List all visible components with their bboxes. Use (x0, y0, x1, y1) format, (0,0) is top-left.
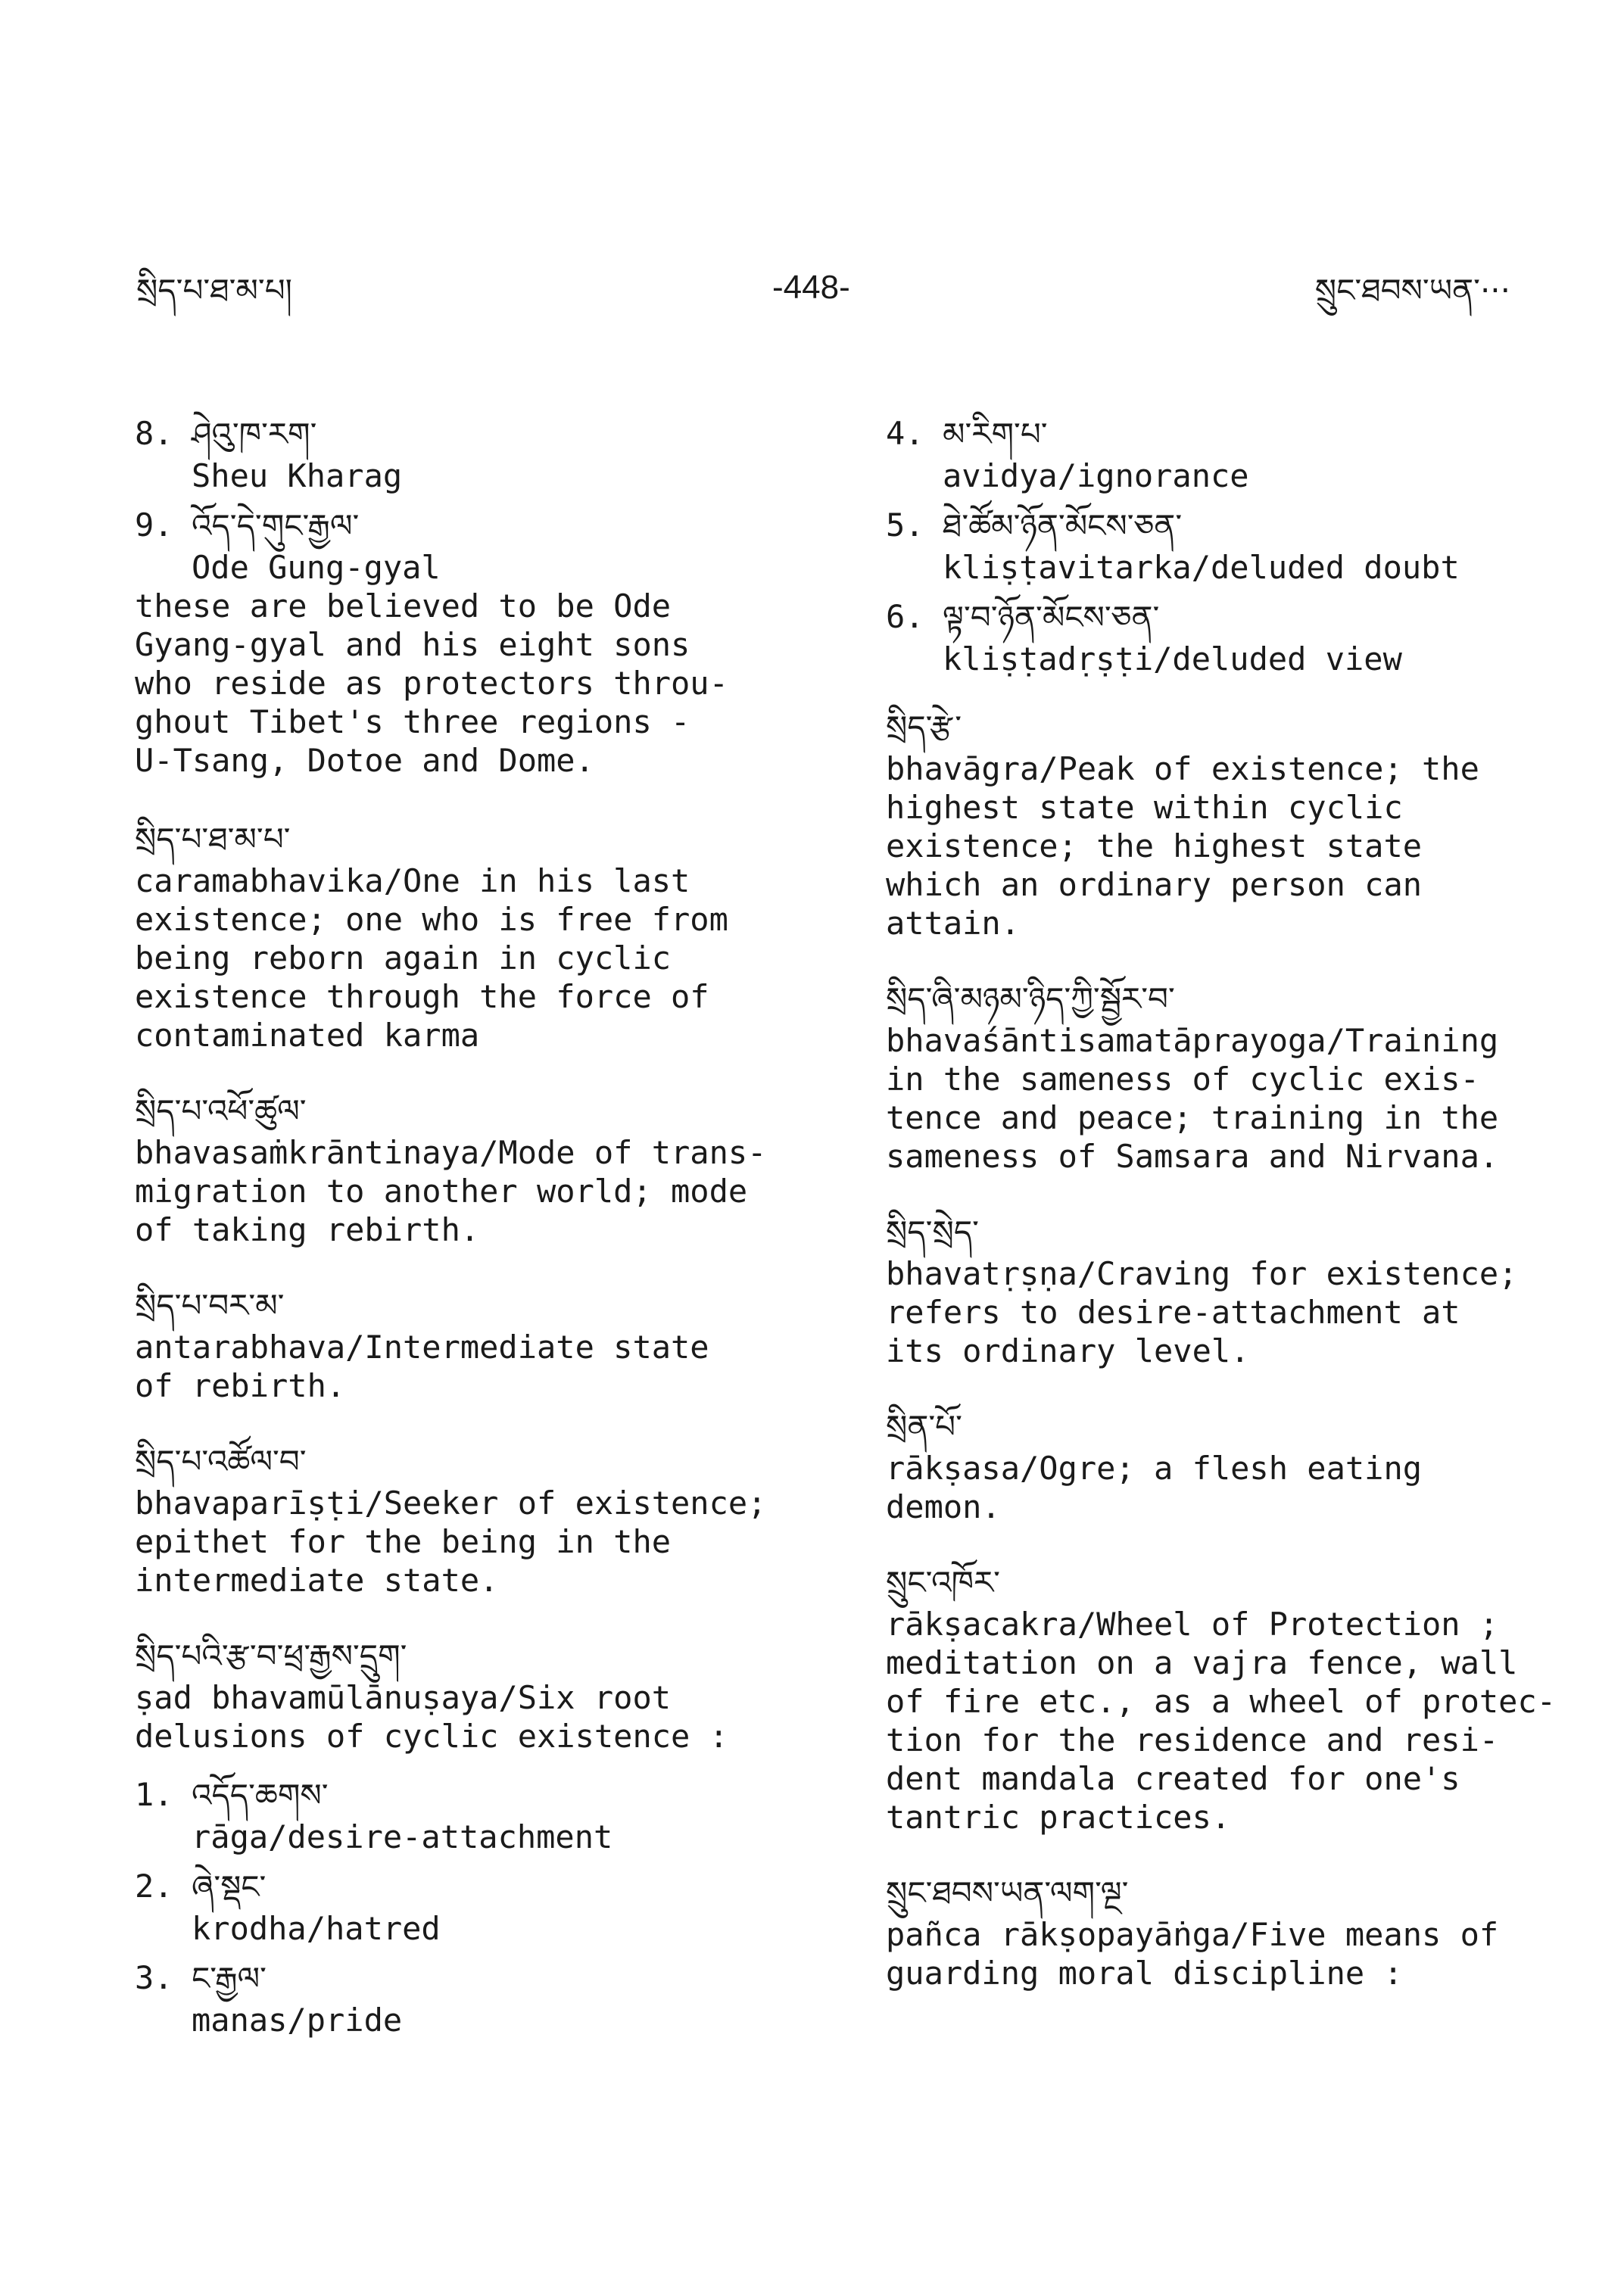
tibetan-term: ང་རྒྱལ་ (192, 1960, 267, 1997)
item-text: manas/pride (192, 2002, 403, 2039)
list-item (135, 504, 801, 587)
entry-definition: ṣad bhavamūlānuṣaya/Six root delusions of cyclic existence : (135, 1679, 728, 1755)
tibetan-term: སྲིད་པ་འཚོལ་བ་ (135, 1443, 307, 1480)
tibetan-term: སྲིད་པ་འཕོ་ཚུལ་ (135, 1092, 307, 1129)
glossary-entry (886, 1405, 1567, 1526)
glossary-entry (135, 1089, 801, 1249)
item-number: 5. (886, 506, 924, 544)
glossary-entry (135, 1440, 801, 1600)
entry-definition: bhavasaṁkrāntinaya/Mode of trans- migration to another world; mode of taking rebirth. (135, 1134, 767, 1248)
entry-definition: pañca rākṣopayāṅga/Five means of guarding moral discipline : (886, 1916, 1499, 1992)
running-header-left: སྲིད་པ་ཐ་མ་པ། (136, 272, 292, 309)
glossary-entry (135, 1634, 801, 1756)
glossary-entry (886, 1561, 1567, 1837)
tibetan-term: འདོད་ཆགས་ (192, 1777, 329, 1814)
item-number: 3. (135, 1959, 173, 1996)
item-number: 4. (886, 415, 924, 452)
tibetan-term: ལྟ་བ་ཉོན་མོངས་ཅན་ (943, 599, 1160, 636)
list-item (135, 1865, 801, 1948)
glossary-entry (886, 1210, 1567, 1370)
item-text: Ode Gung-gyal (192, 549, 441, 586)
entry-definition: bhavaparīṣṭi/Seeker of existence; epithet for the being in the intermediate state. (135, 1485, 767, 1599)
item-text: Sheu Kharag (192, 457, 403, 494)
tibetan-term: ཞེ་སྡང་ (192, 1868, 267, 1905)
tibetan-term: འོད་དེ་གུང་རྒྱལ་ (192, 507, 360, 544)
glossary-entry (886, 1871, 1567, 1992)
list-item (886, 504, 1567, 587)
left-column (135, 413, 801, 2048)
tibetan-term: སྲིན་པོ་ (886, 1408, 962, 1445)
running-header-right: སྲུང་ཐབས་ཡན་··· (1314, 272, 1510, 309)
item-text: rāga/desire-attachment (192, 1818, 613, 1855)
entry-definition: antarabhava/Intermediate state of rebirth. (135, 1329, 709, 1404)
item-number: 1. (135, 1776, 173, 1813)
item-number: 9. (135, 506, 173, 544)
list-item (886, 413, 1567, 495)
tibetan-term: སྲིད་ཞི་མཉམ་ཉིད་ཀྱི་སྦྱོར་བ་ (886, 980, 1175, 1017)
glossary-entry (135, 818, 801, 1055)
tibetan-term: ཐེ་ཚོམ་ཉོན་མོངས་ཅན་ (943, 507, 1183, 544)
entry-definition: bhavāgra/Peak of existence; the highest state within cyclic existence; the highest state which an ordinary person can attain. (886, 750, 1479, 942)
tibetan-term: སྲུང་ཐབས་ཡན་ལག་ལྔ་ (886, 1874, 1129, 1911)
glossary-entry (135, 1284, 801, 1405)
list-item (135, 1957, 801, 2039)
item-text: avidya/ignorance (943, 457, 1249, 494)
tibetan-term: ཤེའུ་ཁ་རག་ (192, 416, 317, 453)
glossary-entry (886, 706, 1567, 942)
tibetan-term: མ་རིག་པ་ (943, 416, 1048, 453)
item-number: 8. (135, 415, 173, 452)
item-text: krodha/hatred (192, 1910, 441, 1947)
page-number: -448- (772, 269, 850, 306)
item-text: kliṣṭavitarka/deluded doubt (943, 549, 1460, 586)
tibetan-term: སྲིད་པའི་རྩ་བ་ཕྲ་རྒྱས་དྲུག་ (135, 1637, 407, 1675)
entry-definition: rākṣacakra/Wheel of Protection ; meditation on a vajra fence, wall of fire etc., as a wheel of protec- tion for the residence and resi- dent mandala created for one's tantric practices. (886, 1606, 1557, 1836)
right-column (886, 413, 1567, 1992)
list-item (135, 1774, 801, 1856)
entry-definition: bhavaśāntisamatāprayoga/Training in the sameness of cyclic exis- tence and peace; training in the sameness of Samsara and Nirvana. (886, 1022, 1499, 1175)
tibetan-term: སྲིད་པ་ཐ་མ་པ་ (135, 821, 291, 858)
entry-definition: caramabhavika/One in his last existence; one who is free from being reborn again in cyclic existence through the force of contaminated karma (135, 862, 728, 1054)
item-number: 2. (135, 1868, 173, 1905)
tibetan-term: སྲིད་པ་བར་མ་ (135, 1287, 285, 1324)
list-item (886, 596, 1567, 678)
item-number: 6. (886, 598, 924, 635)
note-paragraph: these are believed to be Ode Gyang-gyal and his eight sons who reside as protectors throu- ghout Tibet's three regions - U-Tsang, Dotoe and Dome. (135, 587, 728, 779)
item-text: kliṣṭadṛṣṭi/deluded view (943, 640, 1402, 678)
entry-definition: rākṣasa/Ogre; a flesh eating demon. (886, 1450, 1423, 1525)
list-item (135, 413, 801, 495)
glossary-entry (886, 977, 1567, 1176)
tibetan-term: སྲིད་སྲེད་ (886, 1213, 979, 1251)
tibetan-term: སྲུང་འཁོར་ (886, 1564, 1000, 1601)
tibetan-term: སྲིད་རྩེ་ (886, 709, 962, 746)
entry-definition: bhavatṛṣṇa/Craving for existence; refers to desire-attachment at its ordinary level. (886, 1255, 1518, 1369)
